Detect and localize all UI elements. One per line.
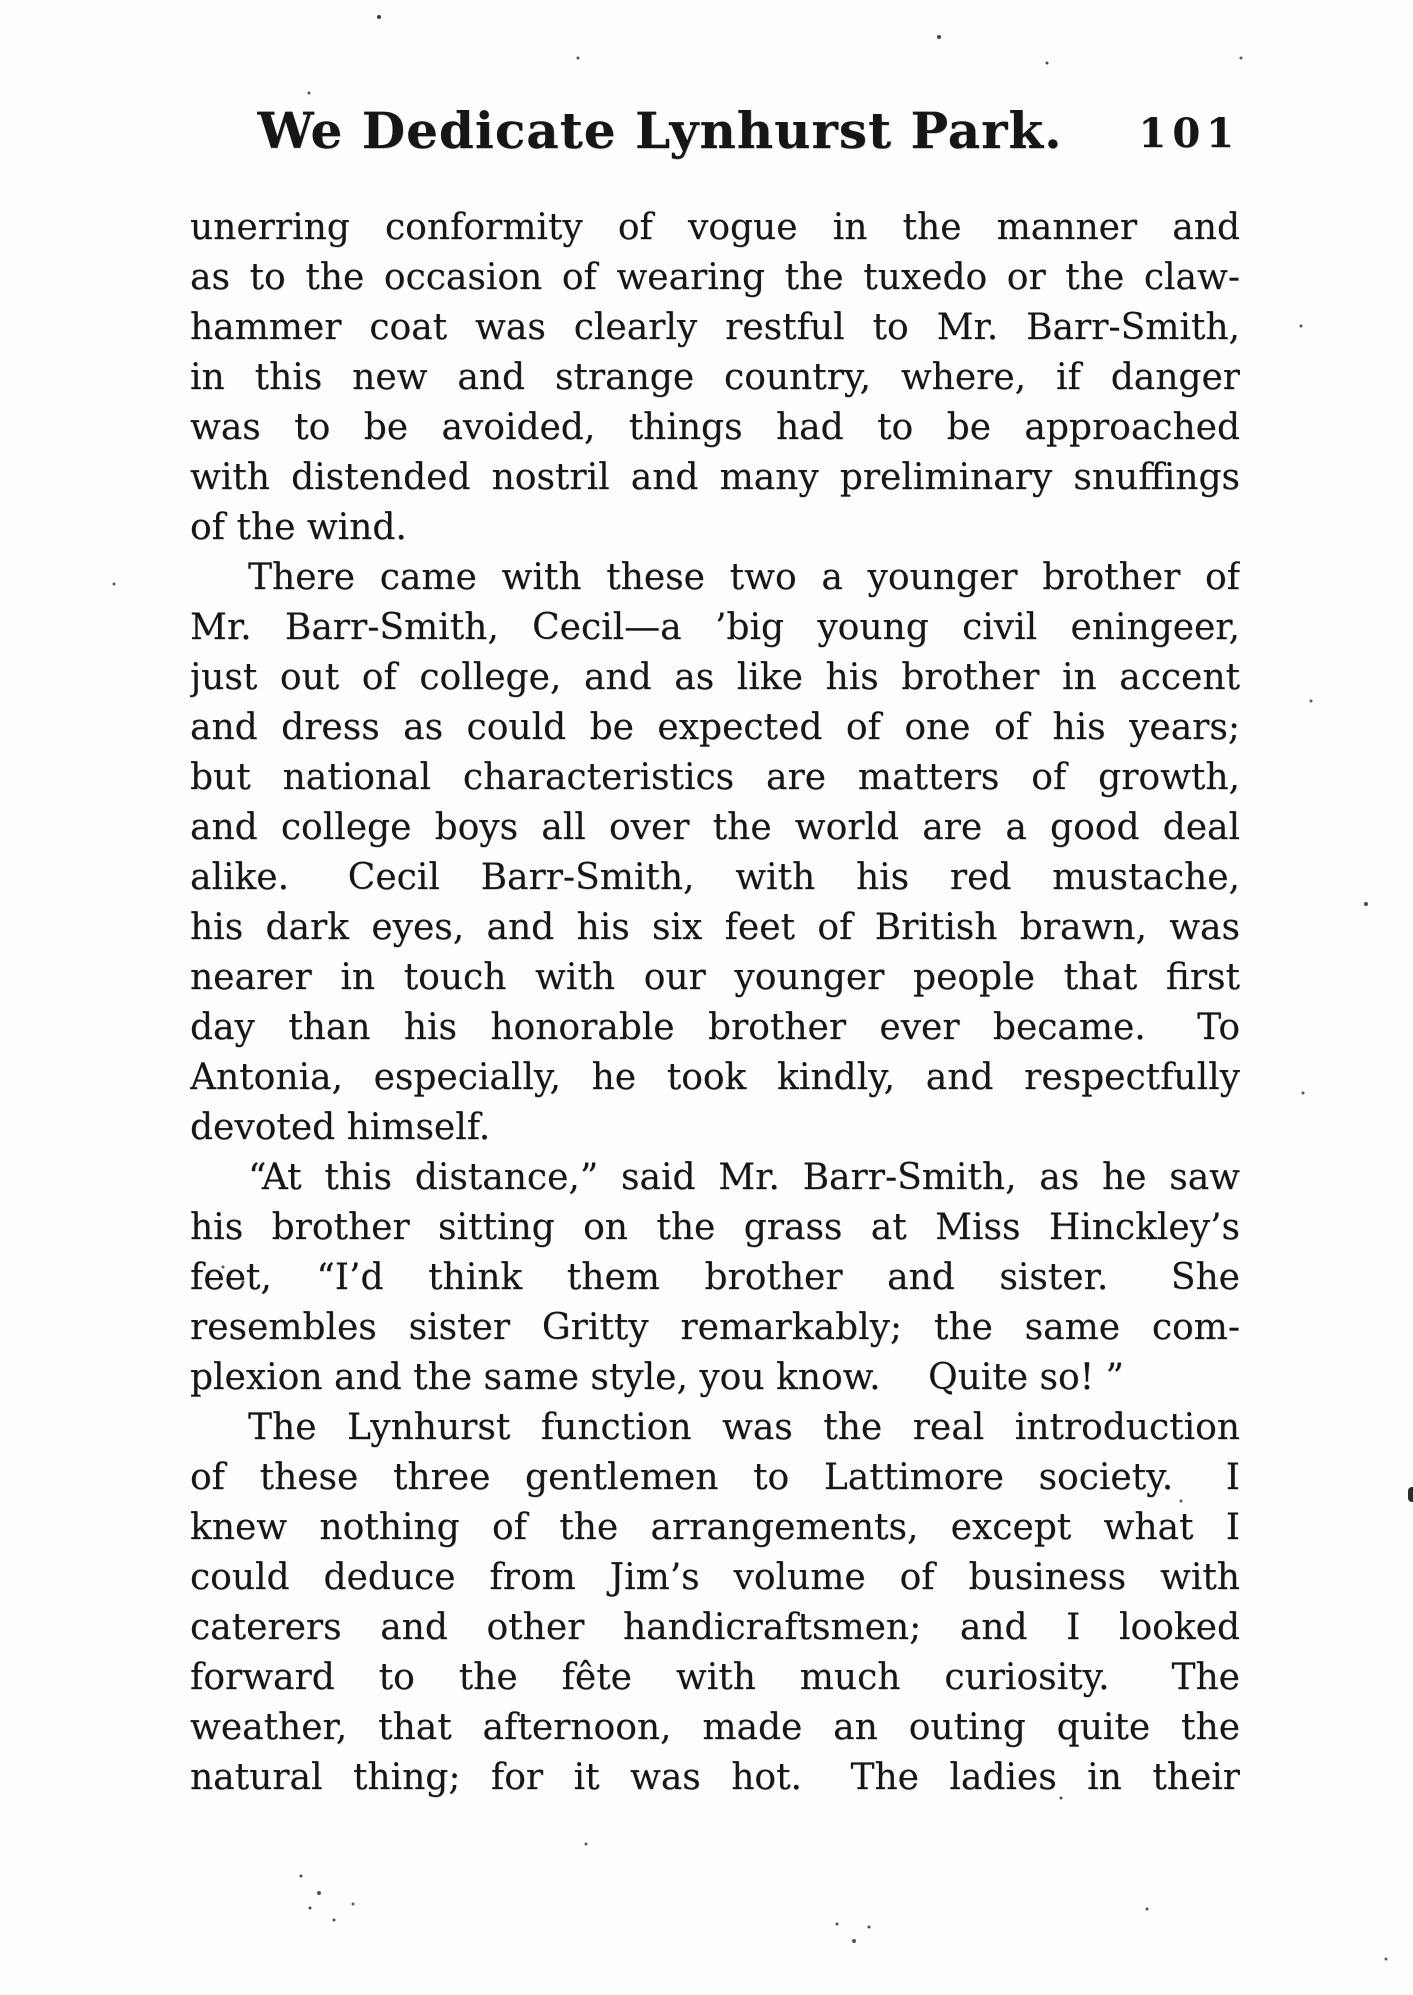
text-line: devoted himself. (190, 1107, 491, 1148)
text-line: knew nothing of the arrangements, except what I (190, 1507, 1240, 1548)
paragraph (190, 1403, 1240, 1803)
text-line: with distended nostril and many preliminary snuffings (190, 457, 1240, 498)
text-line: unerring conformity of vogue in the manner and (190, 207, 1240, 248)
text-line: and dress as could be expected of one of his years; (190, 707, 1240, 748)
text-line: day than his honorable brother ever became. To (190, 1007, 1240, 1048)
text-block (190, 203, 1240, 1803)
paragraph (190, 553, 1240, 1153)
text-line: The Lynhurst function was the real introduction (248, 1407, 1240, 1448)
text-line: Mr. Barr-Smith, Cecil—a ’big young civil eningeer, (190, 607, 1240, 648)
text-line: nearer in touch with our younger people that first (190, 957, 1240, 998)
text-line: was to be avoided, things had to be approached (190, 407, 1240, 448)
running-title: We Dedicate Lynhurst Park. (257, 101, 1063, 160)
text-line: forward to the fête with much curiosity. The (190, 1657, 1240, 1698)
text-line: as to the occasion of wearing the tuxedo or the claw- (190, 257, 1240, 298)
text-line: alike. Cecil Barr-Smith, with his red mustache, (190, 857, 1240, 898)
text-line: his brother sitting on the grass at Miss Hinckley’s (190, 1207, 1240, 1248)
text-line: feet, “I’d think them brother and sister. She (190, 1257, 1240, 1298)
text-line: hammer coat was clearly restful to Mr. Barr-Smith, (190, 307, 1240, 348)
page-header (190, 96, 1240, 166)
text-line: “At this distance,” said Mr. Barr-Smith, as he saw (248, 1157, 1240, 1198)
text-line: just out of college, and as like his brother in accent (190, 657, 1240, 698)
scan-specks (0, 0, 2, 2)
text-line: weather, that afternoon, made an outing quite the (190, 1707, 1240, 1748)
text-line: but national characteristics are matters of growth, (190, 757, 1240, 798)
text-line: natural thing; for it was hot. The ladies in their (190, 1757, 1240, 1798)
page-number: 101 (1138, 110, 1240, 157)
text-line: plexion and the same style, you know. Quite so! ” (190, 1357, 1124, 1398)
text-line: and college boys all over the world are a good deal (190, 807, 1240, 848)
scan-edge-artifact (1408, 1487, 1413, 1502)
text-line: of these three gentlemen to Lattimore society. I (190, 1457, 1240, 1498)
text-line: in this new and strange country, where, if danger (190, 357, 1240, 398)
text-line: his dark eyes, and his six feet of British brawn, was (190, 907, 1240, 948)
text-line: There came with these two a younger brother of (248, 557, 1240, 598)
text-line: resembles sister Gritty remarkably; the same com- (190, 1307, 1240, 1348)
text-line: of the wind. (190, 507, 407, 548)
text-line: could deduce from Jim’s volume of business with (190, 1557, 1240, 1598)
paragraph (190, 203, 1240, 553)
text-line: Antonia, especially, he took kindly, and respectfully (190, 1057, 1240, 1098)
text-line: caterers and other handicraftsmen; and I looked (190, 1607, 1240, 1648)
paragraph (190, 1153, 1240, 1403)
